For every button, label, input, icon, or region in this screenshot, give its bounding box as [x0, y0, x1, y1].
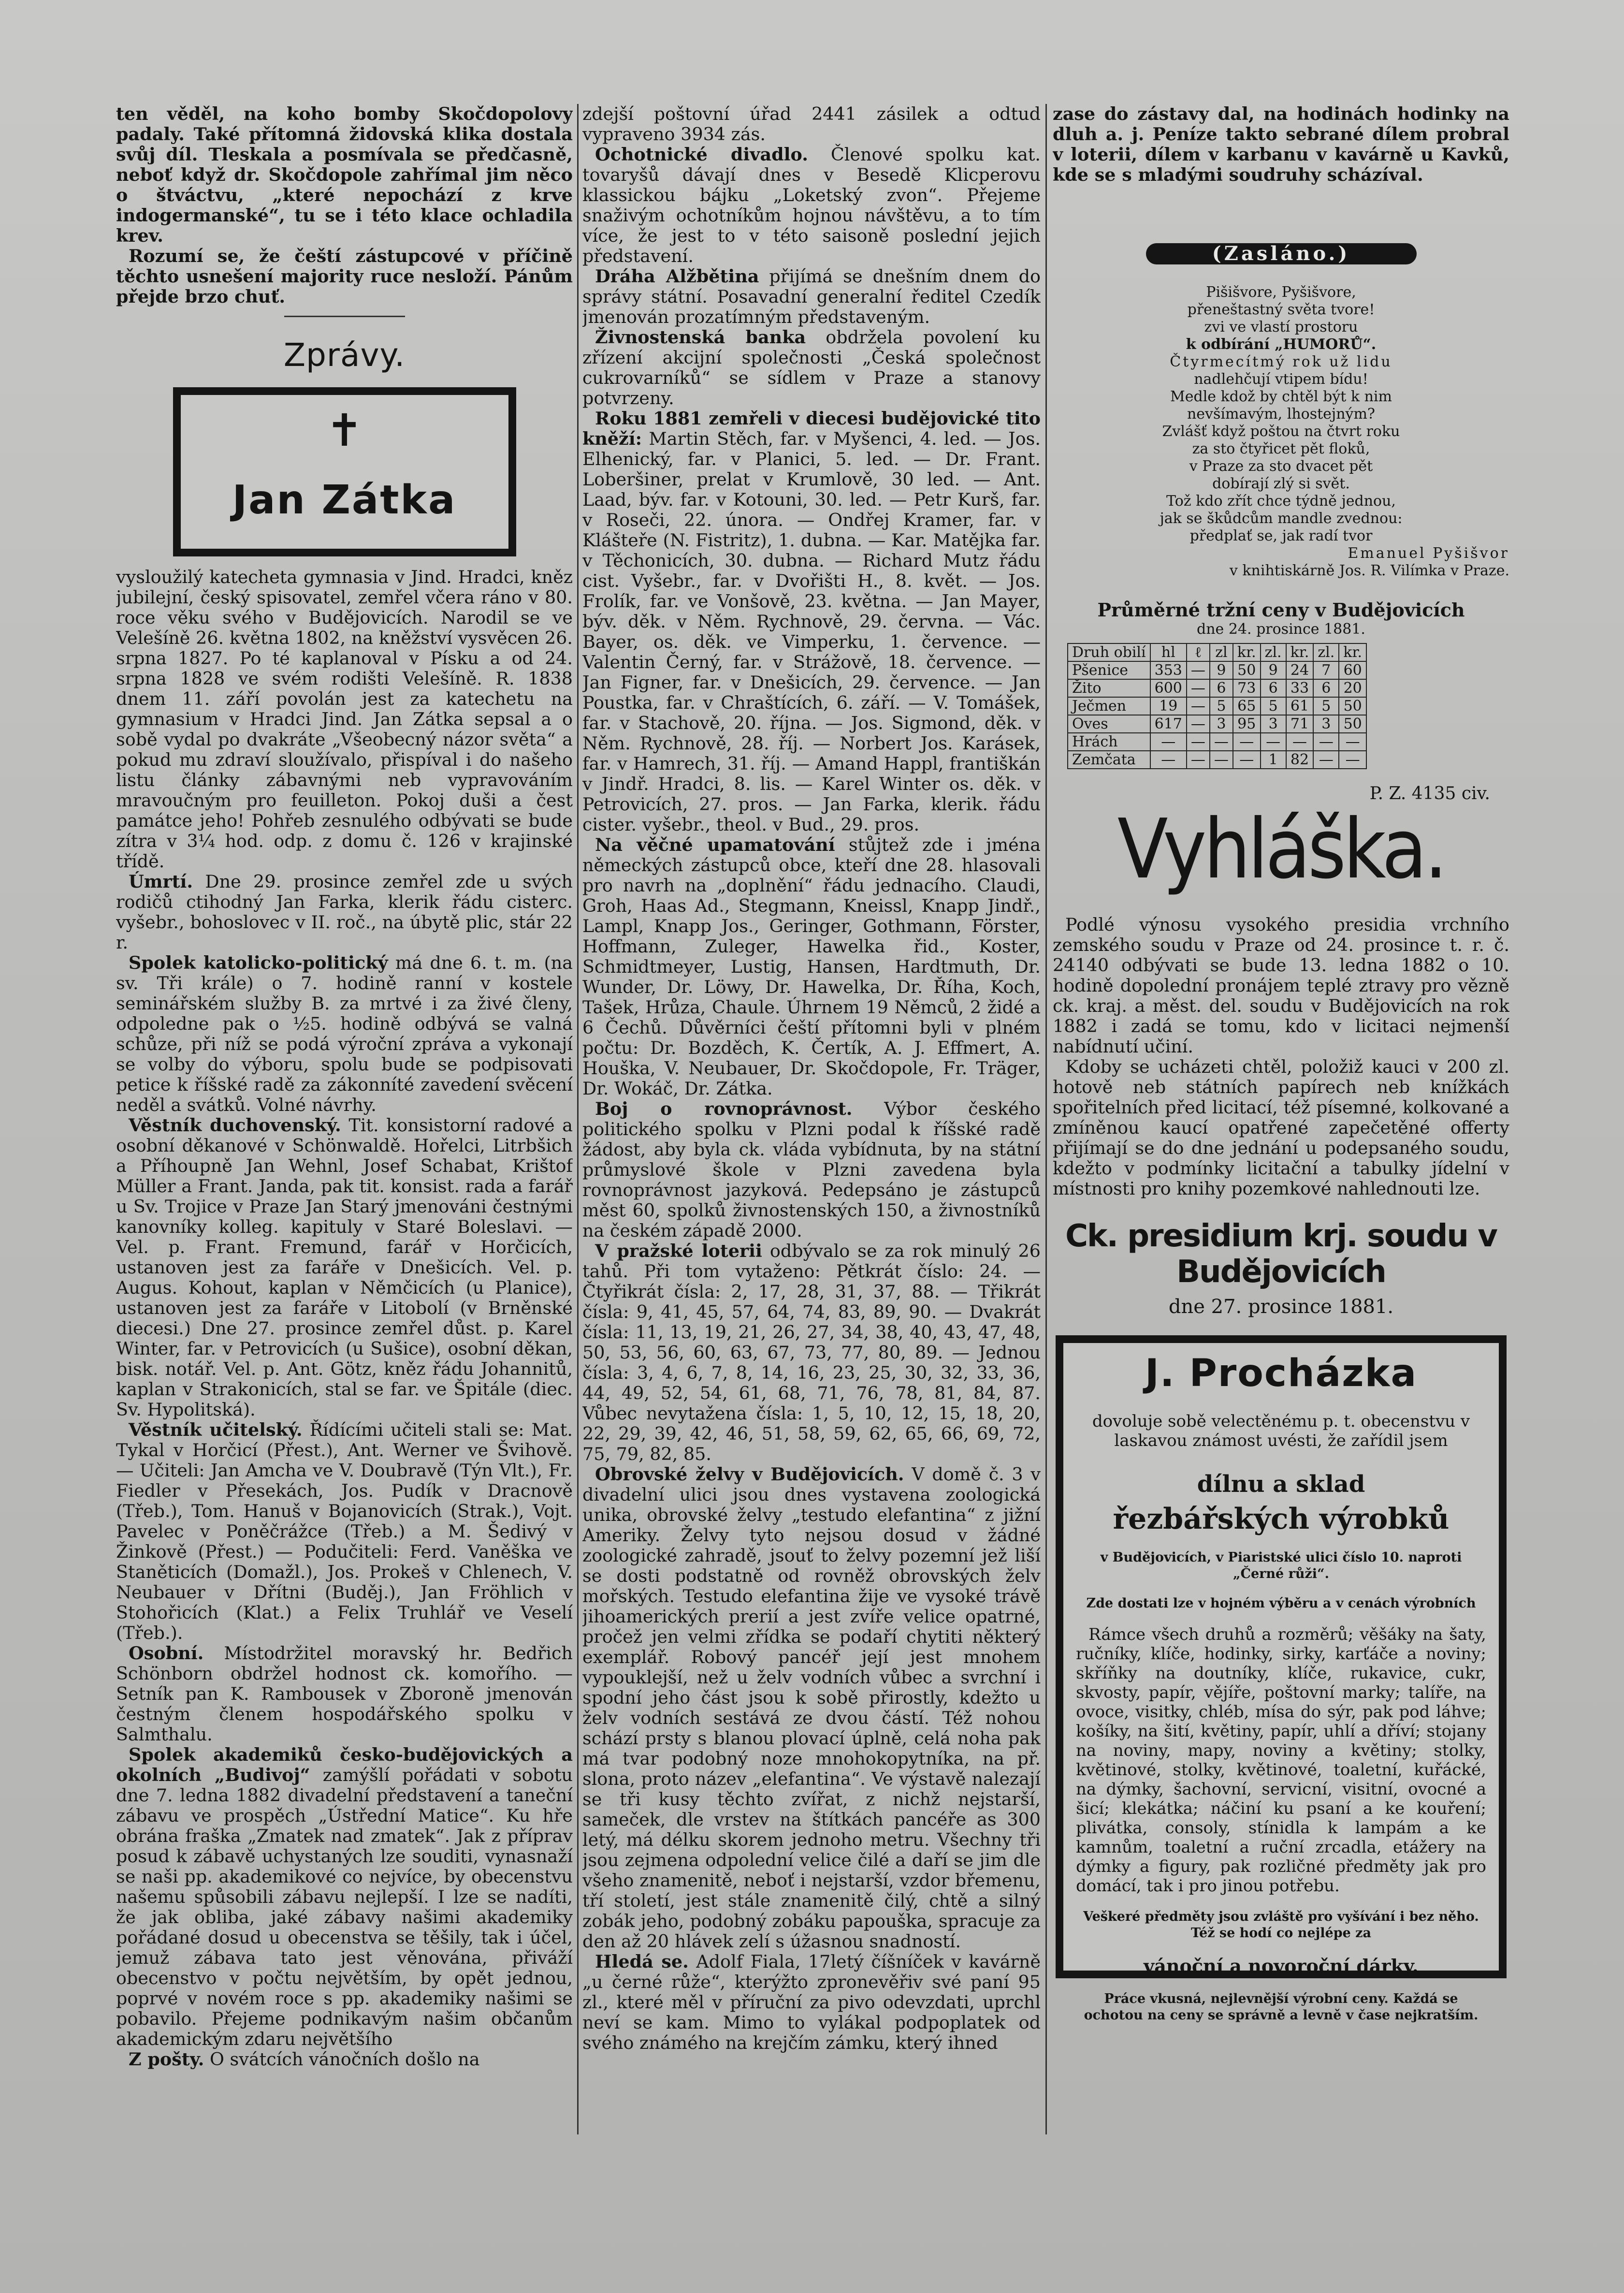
prices-title: Průměrné tržní ceny v Budějovicích: [1097, 599, 1465, 621]
grain-name: Žito: [1068, 679, 1150, 697]
poem-line: předplať se, jak radí tvor: [1189, 527, 1373, 544]
loterie-text: odbývalo se za rok minulý 26 tahů. Při tom vytaženo: Pětkrát číslo: 24. — Čtyřikrát čísla: 2, 17, 28, 31, 37, 88. — Třikrát čísla: 9, 41, 45, 57, 64, 74, 83, 89, 90. — Dvakrát čísla: 11, 13, 19, 21, 26, 27, 34, 38, 40, 43, 47, 48, 50, 53, 56, 60, 63, 67, 73, 77, 80, 89. — Jednou čísla: 3, 4, 6, 7, 8, 14, 16, 23, 25, 30, 32, 33, 36, 44, 49, 52, 54, 61, 68, 71, 76, 78, 81, 84, 87. Vůbec nevytažena čísla: 1, 5, 10, 12, 15, 18, 20, 22, 29, 39, 42, 46, 51, 58, 59, 62, 65, 66, 69, 72, 75, 79, 82, 85.: [582, 1241, 1041, 1464]
price-cell: —: [1150, 733, 1187, 751]
vestnik-ucit-head: Věstník učitelský.: [129, 1419, 303, 1440]
spolek-article: [116, 953, 573, 1115]
price-cell: 3: [1261, 715, 1286, 733]
column-rule-1: [577, 104, 579, 2134]
ad-line-3: vánoční a novoroční dárky.: [1144, 1955, 1419, 1977]
ad-firm-name: J. Procházka: [1145, 1352, 1418, 1395]
price-cell: —: [1210, 733, 1233, 751]
umrti-head: Úmrtí.: [129, 871, 193, 892]
price-cell: 7: [1313, 661, 1339, 679]
draha-article: [582, 266, 1041, 327]
spolek-text: má dne 6. t. m. (na sv. Tři krále) o 7. hodině ranní v kostele seminářském služby B. za mrtvé i za živé členy, odpoledne pak o ½5. hodině odbývá se valná schůze, při níž se podá výroční zpráva a vykonají se volby do výboru, spolu bude se podpisovati petice k říšské radě za zákonníté zavedení svěcení neděl a svátků. Volné návrhy.: [116, 952, 573, 1115]
prices-table: [1067, 643, 1367, 769]
price-cell: 20: [1339, 679, 1366, 697]
prices-row: [1068, 733, 1366, 751]
zaslano-heading: (Zasláno.): [1146, 243, 1417, 264]
osobni-article: [116, 1643, 573, 1745]
price-cell: 617: [1150, 715, 1187, 733]
price-cell: —: [1150, 751, 1187, 769]
prices-header: hl: [1150, 643, 1187, 661]
col2-top-text: zdejší poštovní úřad 2441 zásilek a odtud vypraveno 3934 zás.: [582, 104, 1041, 145]
price-cell: 6: [1261, 679, 1286, 697]
prices-header: kr.: [1339, 643, 1366, 661]
price-cell: —: [1261, 733, 1286, 751]
poem-line: Zvlášť když poštou na čtvrt roku: [1162, 423, 1400, 440]
price-cell: 71: [1286, 715, 1314, 733]
obituary-name: Jan Zátka: [232, 477, 457, 523]
price-cell: —: [1187, 661, 1210, 679]
prices-header: zl.: [1313, 643, 1339, 661]
zelvy-article: [582, 1464, 1041, 1952]
col1-top-text: ten věděl, na koho bomby Skočdopolovy padaly. Také přítomná židovská klika dostala svůj díl. Tleskala a posmívala se předčasně, neboť když dr. Skočdopole zahřímal jim něco o štváctvu, „které nepochází z krve indogermanské“, tu se i této klace ochladila krev.: [116, 104, 573, 246]
vestnik-duch-text: Tit. konsistorní radové a osobní děkanové v Schönwaldě. Hořelci, Litrbšich a Příhoupně Jan Wehnl, Josef Schabat, Krištof Müller a Frant. Janda, pak tit. konsist. rada a farář u Sv. Trojice v Praze Jan Starý jmenováni čestnými kanovníky kolleg. kapituly v Staré Boleslavi. — Vel. p. Frant. Fremund, farář v Horčicích, ustanoven jest za faráře v Dnešicích. Vel. p. Augus. Kohout, kaplan v Němčicích (u Planice), ustanoven jest za faráře v Litobolí (v Brněnské diecesi.) Dne 27. prosince zemřel důst. p. Karel Winter, far. v Petrovicích (u Sušice), osobní děkan, bisk. notář. Vel. p. Ant. Götz, kněz řádu Johannitů, kaplan v Strakonicích, stal se far. ve Špitále (diec. Sv. Hypolitská).: [116, 1115, 573, 1420]
zaslano-poem: [1053, 284, 1509, 580]
hleda-article: [582, 1952, 1041, 2053]
boj-text: Výbor českého politického spolku v Plzni podal k říšské radě žádost, aby byla ck. vláda vybídnuta, by na státní průmyslové škole v Plzni zavedena byla rovnoprávnost jazyková. Pedepsáno je zástupců měst 60, spolků živnostenských 150, a živnostníků na českém západě 2000.: [582, 1098, 1041, 1241]
price-cell: 5: [1210, 697, 1233, 715]
vyhlaska-title: Vyhláška.: [1117, 802, 1445, 897]
price-cell: 353: [1150, 661, 1187, 679]
vyhlaska-text-2: Kdoby se ucházeti chtěl, položiž kauci v 200 zl. hotově neb státních papírech neb knížkách spořitelních před licitací, též písemné, kolkované a zmíněnou kaucí opatřené zapečetěné offerty přijímají se do dne jednání u podepsaného soudu, kdežto v podmínky licitační a tabulky jídelní v místnosti pro knihy pozemkové nahlednouti lze.: [1053, 1056, 1509, 1199]
ad-line-1: dílnu a sklad: [1197, 1471, 1365, 1498]
prices-header: zl.: [1261, 643, 1286, 661]
prices-row: [1068, 715, 1366, 733]
price-cell: —: [1187, 751, 1210, 769]
price-cell: —: [1210, 751, 1233, 769]
price-cell: —: [1187, 697, 1210, 715]
hleda-text: Adolf Fiala, 17letý číšníček v kavárně „u černé růže“, kterýžto zpronevěřiv své paní 95 zl., které měl v příruční za pivo odevzdati, uprchl neví se kam. Mimo to vylákal podpoplatek od svého známého na krejčím zámku, který ihned: [582, 1951, 1041, 2053]
loterie-head: V pražské loterii: [595, 1241, 762, 1261]
ck-presidium-date: dne 27. prosince 1881.: [1168, 1296, 1394, 1318]
poem-line: přeneštastný světa tvore!: [1187, 301, 1375, 318]
zelvy-head: Obrovské želvy v Budějovicích.: [595, 1464, 904, 1485]
ad-footer: Práce vkusná, nejlevnější výrobní ceny. Každá se ochotou na ceny se správně a levně v čase nejkratším.: [1084, 1991, 1479, 2023]
z-posty-article: [116, 2049, 573, 2070]
ochotnicke-article: [582, 145, 1041, 266]
column-3: [1053, 104, 1509, 2197]
divider: [284, 316, 405, 317]
price-cell: 50: [1339, 697, 1366, 715]
price-cell: 61: [1286, 697, 1314, 715]
ochotnicke-text: Členové spolku kat. tovaryšů dávají dnes v Besedě Klicperovu klassickou bájku „Loketský zvon“. Přejeme snaživým ochotníkům hojnou návštěvu, a to tím více, že jest to v této saisoně poslední jejich představení.: [582, 144, 1041, 266]
price-cell: —: [1187, 715, 1210, 733]
prices-body: [1068, 661, 1366, 769]
prices-date: dne 24. prosince 1881.: [1197, 621, 1365, 638]
price-cell: 50: [1233, 661, 1261, 679]
price-cell: 95: [1233, 715, 1261, 733]
poem-line: Medle kdož by chtěl být k nim: [1170, 388, 1392, 405]
ad-line-2: řezbářských výrobků: [1113, 1502, 1450, 1536]
price-cell: 6: [1313, 679, 1339, 697]
poem-line: nadlehčují vtipem bídu!: [1194, 371, 1368, 388]
price-cell: 73: [1233, 679, 1261, 697]
z-posty-head: Z pošty.: [129, 2049, 204, 2070]
poem-line: dobírají zlý si svět.: [1212, 475, 1350, 492]
grain-name: Pšenice: [1068, 661, 1150, 679]
price-cell: —: [1233, 733, 1261, 751]
zivno-text: obdržela povolení ku zřízení akcijní společnosti „Česká společnost cukrovarníků“ se sídlem v Praze a stanovy potvrzeny.: [582, 327, 1041, 409]
poem-line: Pišišvore, Pyšišvore,: [1206, 284, 1356, 301]
price-cell: 600: [1150, 679, 1187, 697]
prices-row: [1068, 679, 1366, 697]
prices-header: ℓ: [1187, 643, 1210, 661]
zelvy-text: V domě č. 3 v divadelní ulici jsou dnes vystavena zoologická unika, obrovské želvy „testudo elefantina“ z jižní Ameriky. Želvy tyto nejsou dosud v žádné zoologické zahradě, jsouť to želvy pozemní jež liší se dosti podstatně od rovněž obrovských želv mořských. Testudo elefantina žije ve vysoké trávě jihoamerických prerií a jest zvíře velice opatrné, pročež jen velmi zřídka se podaří chytiti některý exemplář. Robový pancéř její jest mnohem vypouklejší, než u želv vodních vůbec a svrchní i spodní jeho část jsou k sobě přirostly, kdežto u želv vodních sestává ze dvou částí. Též nohou schází prsty s blanou plovací úplně, celá noha pak má tvar podobný noze mnohokopytníka, na př. slona, proto název „elefantina“. Ve výstavě nalezají se tři kusy těchto zvířat, z nichž nejstarší, sameček, dle vrstev na štítkách pancéře as 300 letý, má délku skorem jednoho metru. Všechny tři jsou zejmena odpolední velice čilé a daří se jim dle všeho znamenitě, neboť i nejstarší, vzdor břemenu, tří století, jest stále znamenitě čilý, chtě a silný zobák jeho, podobný zobáku papouška, spracuje za den až 20 hlávek zelí s úžasnou snadností.: [582, 1464, 1041, 1952]
obituary-box: [173, 387, 516, 556]
price-cell: —: [1313, 733, 1339, 751]
vestnik-ucit-article: [116, 1420, 573, 1643]
z-posty-text: O svátcích vánočních došlo na: [209, 2049, 480, 2070]
ad-text-2: Veškeré předměty jsou zvláště pro vyšívání i bez něho. Též se hodí co nejlépe za: [1083, 1909, 1479, 1941]
prices-header: zl: [1210, 643, 1233, 661]
poem-line: jak se škůdcům mandle zvednou:: [1160, 510, 1403, 527]
price-cell: —: [1313, 751, 1339, 769]
price-cell: 65: [1233, 697, 1261, 715]
price-cell: 19: [1150, 697, 1187, 715]
col3-top-text: zase do zástavy dal, na hodinách hodinky na dluh a. j. Peníze takto sebrané dílem probral v loterii, dílem v karbanu v kavárně u Kavků, kde se s mladými soudruhy scházíval.: [1053, 104, 1509, 185]
grain-name: Zemčata: [1068, 751, 1150, 769]
price-cell: —: [1339, 733, 1366, 751]
price-cell: 9: [1210, 661, 1233, 679]
boj-article: [582, 1099, 1041, 1241]
column-1: [116, 104, 573, 2197]
draha-head: Dráha Alžbětina: [595, 266, 759, 287]
ad-address: v Budějovicích, v Piaristské ulici číslo 10. naproti „Černé růži“.: [1100, 1550, 1462, 1581]
hleda-head: Hledá se.: [595, 1951, 689, 1972]
vestnik-ucit-text: Řídícími učiteli stali se: Mat. Tykal v Horčicí (Přest.), Ant. Werner ve Švihově. — Učiteli: Jan Amcha ve V. Doubravě (Týn Vlt.), Fr. Fiedler v Přesekách, Jos. Pudík v Dracnově (Třeb.), Tom. Hanuš v Bojanovicích (Strak.), Vojt. Pavelec v Poněčrážce (Třeb.) a M. Šedivý v Žinkově (Přest.) — Podučiteli: Ferd. Vaněška ve Staněticích (Domažl.), Jos. Prokeš v Chlenech, V. Neubauer v Dřítni (Buděj.), Jan Fröhlich v Stohořicích (Klat.) a Felix Truhlář ve Veselí (Třeb.).: [116, 1419, 573, 1643]
price-cell: —: [1187, 679, 1210, 697]
col1-para2: Rozumí se, že čeští zástupcové v příčině těchto usnešení majority ruce nesloží. Pánům přejde brzo chuť.: [116, 246, 573, 307]
umrti-text: Dne 29. prosince zemřel zde u svých rodičů ctihodný Jan Farka, klerik řádu cisterc. vyšebr., bohoslovec v II. roč., na úbytě plic, stár 22 r.: [116, 871, 573, 953]
price-cell: 5: [1313, 697, 1339, 715]
prices-row: [1068, 697, 1366, 715]
ochotnicke-head: Ochotnické divadlo.: [595, 144, 808, 165]
price-cell: 82: [1286, 751, 1314, 769]
price-cell: 9: [1261, 661, 1286, 679]
prices-row: [1068, 751, 1366, 769]
poem-signature-2: v knihtiskárně Jos. R. Vilímka v Praze.: [1229, 562, 1509, 579]
budivoj-head: Spolek akademiků česko-budějovických a okolních „Budivoj“: [116, 1744, 573, 1785]
prices-header-row: [1068, 643, 1366, 661]
price-cell: 1: [1261, 751, 1286, 769]
osobni-text: Místodržitel moravský hr. Bedřich Schönborn obdržel hodnost ck. komořího. — Setník pan K. Rambousek v Zboroně jmenován čestným členem hospodářského spolku v Salmthalu.: [116, 1643, 573, 1745]
vecne-head: Na věčné upamatování: [595, 834, 835, 855]
prices-row: [1068, 661, 1366, 679]
price-cell: 50: [1339, 715, 1366, 733]
poem-line: za sto čtyřicet pět floků,: [1192, 440, 1370, 457]
roku-article: [582, 409, 1041, 835]
poem-signature: Emanuel Pyšišvor: [1348, 545, 1509, 562]
roku-head: Roku 1881 zemřeli v diecesi budějovické tito kněží:: [582, 408, 1041, 449]
price-cell: 33: [1286, 679, 1314, 697]
budivoj-text: zamýšlí pořádati v sobotu dne 7. ledna 1882 divadelní představení a taneční zábavu ve prospěch „Ústřední Matice“. Ku hře obrána fraška „Zmatek nad zmatek“. Jak z příprav posud k zábavě uchystaných lze souditi, vynasnaží se naši pp. akademikové co nejvíce, by obecenstvu našemu spůsobili zábavu nejlepší. I lze se nadíti, že jak obliba, jaké zábavy našimi akademiky pořádané dosud u obecenstva se těšily, tak i účel, jemuž zábava tato jest věnována, přiváží obecenstvo v počtu největším, by opět jednou, poprvé v novém roce s pp. akademiky našimi se pobavilo. Přejeme podnikavým našim občanům akademickým zdaru největšího: [116, 1765, 573, 2049]
column-2: [582, 104, 1041, 2197]
vecne-text: stůjtež zde i jména německých zástupců obce, kteří dne 28. hlasovali pro navrh na „doplnění“ řádu jednacího. Claudi, Groh, Haas Ad., Stegmann, Kneissl, Knapp Jindř., Lampl, Knapp Jos., Geringer, Gothmann, Förster, Hoffmann, Zuleger, Hawelka řid., Koster, Schmidtmeyer, Lustig, Hansen, Hardtmuth, Dr. Wunder, Dr. Löwy, Dr. Hawelka, Dr. Říha, Koch, Tašek, Hrůza, Chaule. Úhrnem 19 Němců, 2 židé a 6 Čechů. Důvěrníci čeští přítomni byli v plném počtu: Dr. Bozděch, K. Čertík, A. J. Effmert, A. Houška, V. Neubauer, Dr. Skočdopole, Fr. Träger, Dr. Wokáč, Dr. Zátka.: [582, 834, 1041, 1099]
price-cell: —: [1339, 751, 1366, 769]
prices-header: kr.: [1233, 643, 1261, 661]
spolek-head: Spolek katolicko-politický: [129, 952, 388, 973]
poem-line: v Praze za sto dvacet pět: [1189, 458, 1373, 475]
vecne-article: [582, 835, 1041, 1099]
prices-header: kr.: [1286, 643, 1314, 661]
roku-text: Martin Stěch, far. v Myšenci, 4. led. — Jos. Elhenický, far. v Planici, 5. led. — Dr. Frant. Loberšiner, prelat v Krumlově, 30 led. — Ant. Laad, býv. far. v Kotouni, 30. led. — Petr Kurš, far. v Roseči, 22. února. — Ondřej Kramer, far. v Klášteře (N. Fistritz), 1. dubna. — Kar. Matějka far. v Těchonicích, 30. dubna. — Richard Mutz řádu cist. Vyšebr., far. v Dvořišti H., 8. květ. — Jos. Frolík, far. ve Vonšově, 23. května. — Jan Mayer, býv. děk. v Něm. Rychnově, 29. června. — Vác. Bayer, os. děk. ve Vimperku, 1. července. — Valentin Černý, far. v Strážově, 18. července. — Jan Figner, far. v Dnešicích, 29. července. — Jan Poustka, far. v Chraštících, 6. září. — V. Tomášek, far. v Stachově, 20. října. — Jos. Sigmond, děk. v Něm. Rychnově, 28. říj. — Norbert Jos. Karásek, far. v Hamrech, 31. říj. — Amand Happl, františkán v Jindř. Hradci, 8. lis. — Karel Winter os. děk. v Petrovicích, 27. pros. — Jan Farka, klerik. řádu cister. vyšebr., theol. v Bud., 29. pros.: [582, 428, 1041, 835]
zivno-head: Živnostenská banka: [595, 327, 806, 348]
ad-offer: Zde dostati lze v hojném výběru a v cenách výrobních: [1086, 1596, 1476, 1611]
price-cell: —: [1187, 733, 1210, 751]
boj-head: Boj o rovnoprávnost.: [595, 1098, 853, 1119]
zatka-text: vysloužilý katecheta gymnasia v Jind. Hradci, kněz jubilejní, český spisovatel, zemřel včera ráno v 80. roce věku svého v Budějovicích. Narodil se ve Velešíně 26. května 1802, na kněžství vysvěcen 26. srpna 1827. Po té kaplanoval v Písku a od 24. srpna 1828 ve svém rodišti Velešíně. R. 1838 dnem 11. září povolán jest za katechetu na gymnasium v Hradci Jind. Jan Zátka sepsal a o sobě vydal po dvakráte „Všeobecný názor světa“ a pokud mu zdraví sloužívalo, přispíval i do našeho listu články zábavnými neb vypravováním mravoučným pro feuilleton. Pokoj duši a čest památce jeho! Pohřeb zesnulého odbývati se bude zítra v 3¼ hod. odp. z domu č. 126 v krajinské třídě.: [116, 567, 573, 872]
price-cell: —: [1286, 733, 1314, 751]
poem-line: k odbírání „HUMORŮ“.: [1186, 336, 1377, 353]
ck-presidium-title: Ck. presidium krj. soudu v Budějovicích: [1065, 1218, 1497, 1290]
ad-intro: dovoluje sobě velectěnému p. t. obecenstvu v laskavou známost uvésti, že zařídil jsem: [1092, 1412, 1470, 1450]
draha-text: přijímá se dnešním dnem do správy státní. Posavadní generalní ředitel Czedík jmenován prozatímným představeným.: [582, 266, 1041, 327]
section-heading-zpravy: Zprávy.: [283, 336, 406, 374]
poem-line: nevšímavým, lhostejným?: [1187, 406, 1376, 423]
loterie-article: [582, 1241, 1041, 1464]
poem-line: Tož kdo zřít chce týdně jednou,: [1166, 493, 1396, 510]
prices-header: Druh obilí: [1068, 643, 1150, 661]
osobni-head: Osobní.: [129, 1643, 204, 1664]
vestnik-duch-article: [116, 1115, 573, 1420]
vestnik-duch-head: Věstník duchovenský.: [129, 1115, 341, 1136]
grain-name: Hrách: [1068, 733, 1150, 751]
vyhlaska-text: Podlé výnosu vysokého presidia vrchního zemského soudu v Praze od 24. prosince t. r. č. 24140 odbývati se bude 13. ledna 1882 o 10. hodině dopolední pronájem teplé ztravy pro vězně ck. kraj. a měst. del. soudu v Budějovicích na rok 1882 i zadá se tomu, kdo v licitaci nejmenší nabídnutí učiní.: [1053, 914, 1509, 1057]
poem-line: zvi ve vlastí prostoru: [1204, 319, 1358, 336]
ad-text: Rámce všech druhů a rozměrů; věšáky na šaty, ručníky, klíče, hodinky, sirky, karťáče a noviny; skříňky na doutníky, klíče, rukavice, cukr, skvosty, papír, vějíře, poštovní marky; talíře, na ovoce, visitky, chléb, mísa do sýr, pak pod láhve; košíky, na šití, květiny, papír, uhlí a dříví; stojany na noviny, mapy, noviny a květiny; stolky, květinové, stolky, květinové, toaletní, kuřácké, na dýmky, šachovní, servicní, visitní, ovocné a šicí; klekátka; náčiní ku psaní a ke kouření; plivátka, consoly, stínidla k lampám a ke kamnům, toaletní a ruční zrcadla, etážery na dýmky a figury, pak rozličné předměty jak pro domácí, tak i pro jinou potřebu.: [1076, 1625, 1486, 1896]
grain-name: Oves: [1068, 715, 1150, 733]
price-cell: 5: [1261, 697, 1286, 715]
price-cell: —: [1233, 751, 1261, 769]
price-cell: 6: [1210, 679, 1233, 697]
grain-name: Ječmen: [1068, 697, 1150, 715]
price-cell: 60: [1339, 661, 1366, 679]
umrti-article: [116, 872, 573, 953]
advertisement-box: [1056, 1335, 1507, 2023]
zivno-article: [582, 327, 1041, 409]
case-number: P. Z. 4135 civ.: [1369, 784, 1490, 803]
cross-icon: ✝: [325, 405, 363, 456]
price-cell: 3: [1313, 715, 1339, 733]
price-cell: 24: [1286, 661, 1314, 679]
poem-line: Čtyrmecítmý rok už lidu: [1170, 353, 1392, 370]
price-cell: 3: [1210, 715, 1233, 733]
column-rule-2: [1045, 104, 1047, 2134]
budivoj-article: [116, 1745, 573, 2049]
